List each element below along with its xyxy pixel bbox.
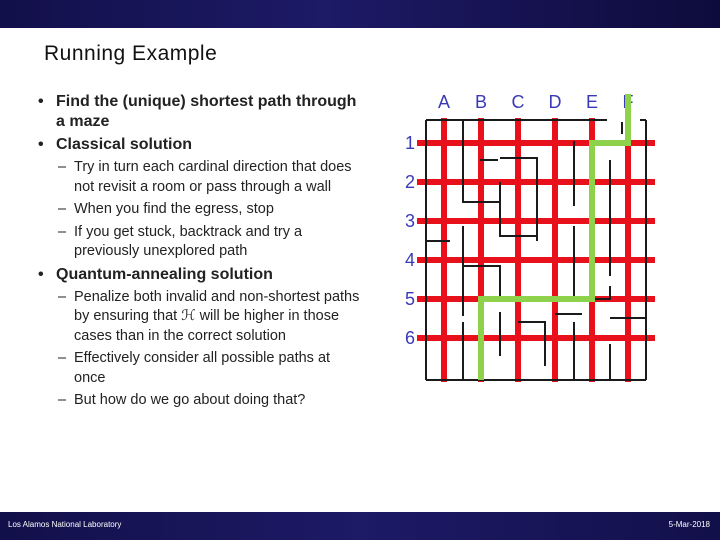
top-banner bbox=[0, 0, 720, 28]
bullet-item: • Classical solution bbox=[38, 136, 193, 153]
maze-column-label: E bbox=[585, 92, 599, 112]
sub-bullet-text: Try in turn each cardinal direction that does not revisit a room or pass through a wall bbox=[74, 159, 352, 195]
sub-bullet-text: But how do we go about doing that? bbox=[74, 392, 306, 408]
sub-bullet-item: – Effectively consider all possible paths at once bbox=[58, 350, 331, 386]
maze-row-label: 5 bbox=[404, 289, 416, 309]
footer-bar bbox=[0, 512, 720, 540]
sub-bullet-text: Effectively consider all possible paths at once bbox=[74, 350, 331, 386]
sub-bullet-text: When you find the egress, stop bbox=[74, 201, 274, 217]
bullet-list bbox=[30, 92, 360, 414]
bullet-text: Find the (unique) shortest path through a maze bbox=[56, 93, 357, 130]
sub-bullet-text: If you get stuck, backtrack and try a previously unexplored path bbox=[74, 223, 303, 259]
maze-row-label: 3 bbox=[404, 211, 416, 231]
maze-row-label: 6 bbox=[404, 328, 416, 348]
maze-column-label: D bbox=[548, 92, 562, 112]
maze-column-label: C bbox=[511, 92, 525, 112]
sub-bullet-item: – Try in turn each cardinal direction that does not revisit a room or pass through a wall bbox=[58, 159, 352, 195]
sub-bullet-text: Penalize both invalid and non-shortest paths by ensuring that ℋ will be higher in those cases than in the correct solution bbox=[74, 288, 360, 344]
footer-date: 5-Mar-2018 bbox=[668, 520, 710, 529]
footer-organization: Los Alamos National Laboratory bbox=[8, 520, 122, 529]
sub-bullet-item: – If you get stuck, backtrack and try a previously unexplored path bbox=[58, 223, 303, 259]
bullet-item: • Find the (unique) shortest path through a maze bbox=[38, 93, 357, 130]
sub-bullet-item: – Penalize both invalid and non-shortest paths by ensuring that ℋ will be higher in those cases than in the correct solution bbox=[58, 288, 360, 344]
maze-column-label: A bbox=[437, 92, 451, 112]
maze-column-label: B bbox=[474, 92, 488, 112]
sub-bullet-item: – When you find the egress, stop bbox=[58, 201, 274, 217]
maze-column-label: F bbox=[622, 92, 634, 112]
maze-row-label: 2 bbox=[404, 172, 416, 192]
maze-wall bbox=[518, 322, 545, 366]
maze-row-label: 4 bbox=[404, 250, 416, 270]
maze-diagram bbox=[370, 86, 660, 382]
bullet-text: Quantum-annealing solution bbox=[56, 265, 273, 283]
slide-title: Running Example bbox=[44, 42, 218, 65]
sub-bullet-item: – But how do we go about doing that? bbox=[58, 392, 306, 408]
maze-row-label: 1 bbox=[404, 133, 416, 153]
bullet-item: • Quantum-annealing solution bbox=[38, 265, 273, 283]
bullet-text: Classical solution bbox=[56, 136, 193, 153]
